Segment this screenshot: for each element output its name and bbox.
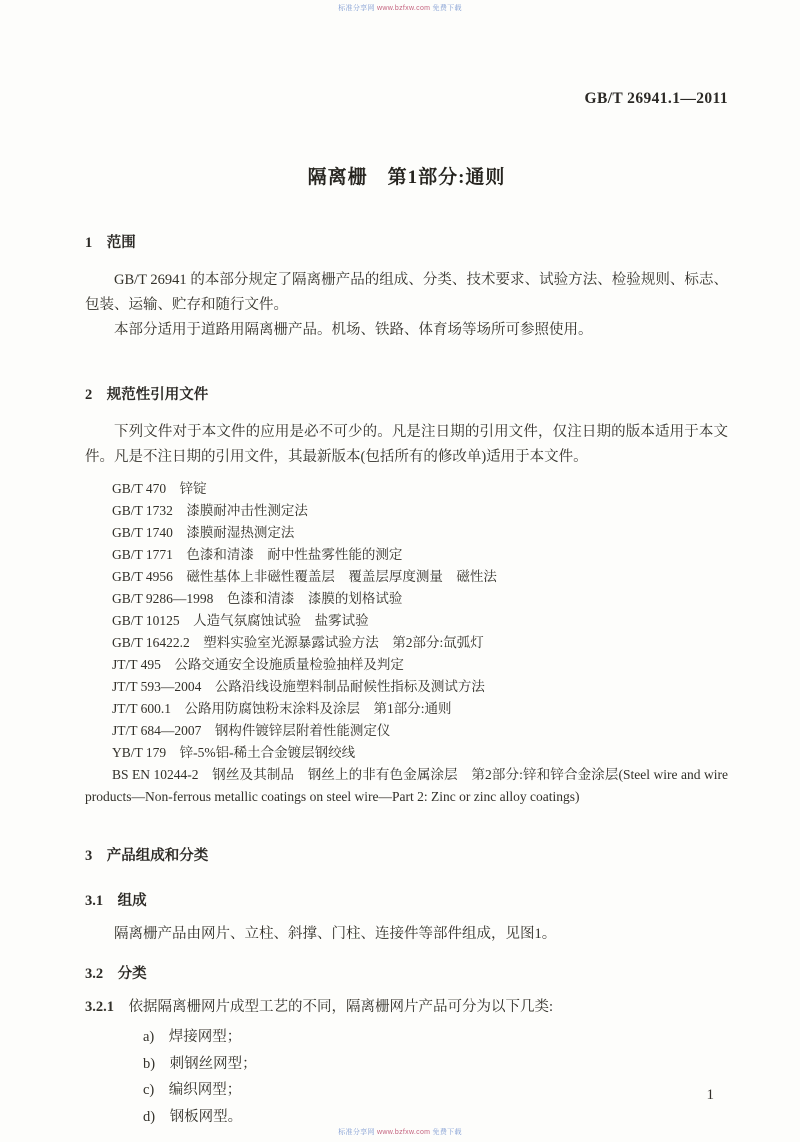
list-item: c) 编织网型； [143, 1082, 242, 1098]
list-item: b) 刺钢丝网型； [143, 1055, 257, 1072]
reference-item: JT/T 684—2007 钢构件镀锌层附着性能测定仪 [112, 723, 391, 738]
standard-number: GB/T 26941.1—2011 [584, 90, 728, 107]
watermark-url: www.bzfxw.com [376, 1129, 431, 1136]
normative-reference-list [85, 478, 728, 808]
reference-item: GB/T 1771 色漆和清漆 耐中性盐雾性能的测定 [112, 547, 403, 562]
section-2-intro-paragraph: 下列文件对于本文件的应用是必不可少的。凡是注日期的引用文件，仅注日期的版本适用于本文件。凡是不注日期的引用文件，其最新版本(包括所有的修改单)适用于本文件。 [85, 424, 728, 465]
mesh-type-list [85, 1024, 728, 1130]
list-item: d) 钢板网型。 [143, 1108, 243, 1125]
reference-item: JT/T 600.1 公路用防腐蚀粉末涂料及涂层 第1部分:通则 [112, 701, 452, 716]
reference-item: GB/T 1740 漆膜耐湿热测定法 [112, 525, 295, 540]
section-3-heading: 3 产品组成和分类 [85, 848, 209, 864]
reference-item: GB/T 470 锌锭 [112, 481, 207, 496]
section-1-paragraph: GB/T 26941 的本部分规定了隔离栅产品的组成、分类、技术要求、试验方法、检验规则、标志、包装、运输、贮存和随行文件。 [85, 272, 728, 313]
reference-item: GB/T 16422.2 塑料实验室光源暴露试验方法 第2部分:氙弧灯 [112, 635, 484, 650]
watermark-url: www.bzfxw.com [376, 5, 431, 12]
reference-item: JT/T 593—2004 公路沿线设施塑料制品耐候性指标及测试方法 [112, 679, 485, 694]
clause-3-2-1 [85, 995, 728, 1019]
section-1-heading: 1 范围 [85, 235, 136, 251]
list-item: a) 焊接网型； [143, 1029, 242, 1045]
section-2-heading: 2 规范性引用文件 [85, 387, 209, 403]
watermark-text: 标准分享网 [338, 5, 377, 12]
reference-item: GB/T 10125 人造气氛腐蚀试验 盐雾试验 [112, 613, 369, 628]
watermark-bottom [0, 1128, 800, 1137]
reference-item: GB/T 9286—1998 色漆和清漆 漆膜的划格试验 [112, 591, 403, 606]
clause-number: 3.2.1 [85, 999, 114, 1015]
reference-item: GB/T 4956 磁性基体上非磁性覆盖层 覆盖层厚度测量 磁性法 [112, 569, 497, 584]
section-1-paragraph: 本部分适用于道路用隔离栅产品。机场、铁路、体育场等场所可参照使用。 [114, 322, 593, 338]
section-2-intro [85, 420, 728, 470]
clause-text: 依据隔离栅网片成型工艺的不同，隔离栅网片产品可分为以下几类: [114, 999, 554, 1015]
section-3-2-heading: 3.2 分类 [85, 966, 147, 982]
section-3-1-body [85, 922, 728, 946]
section-3-1-paragraph: 隔离栅产品由网片、立柱、斜撑、门柱、连接件等部件组成，见图1。 [114, 926, 557, 942]
page-title: 隔离栅 第1部分:通则 [307, 167, 506, 188]
watermark-text: 标准分享网 [338, 1129, 377, 1136]
reference-item: YB/T 179 锌-5%铝-稀土合金镀层钢绞线 [112, 745, 356, 760]
section-3-1-heading: 3.1 组成 [85, 893, 147, 909]
watermark-top [0, 4, 800, 13]
reference-item: GB/T 1732 漆膜耐冲击性测定法 [112, 503, 308, 518]
clause-3-2-1-paragraph [85, 995, 728, 1019]
watermark-text: 免费下载 [430, 5, 462, 12]
reference-item: JT/T 495 公路交通安全设施质量检验抽样及判定 [112, 657, 404, 672]
section-1-body [85, 268, 728, 343]
watermark-text: 免费下载 [430, 1129, 462, 1136]
page-number: 1 [706, 1087, 714, 1103]
reference-item: BS EN 10244-2 钢丝及其制品 钢丝上的非有色金属涂层 第2部分:锌和锌合金涂层(Steel wire and wire products—Non-ferrous metallic coatings on steel wire—Part 2: Zinc or zinc alloy coatings) [85, 767, 728, 804]
